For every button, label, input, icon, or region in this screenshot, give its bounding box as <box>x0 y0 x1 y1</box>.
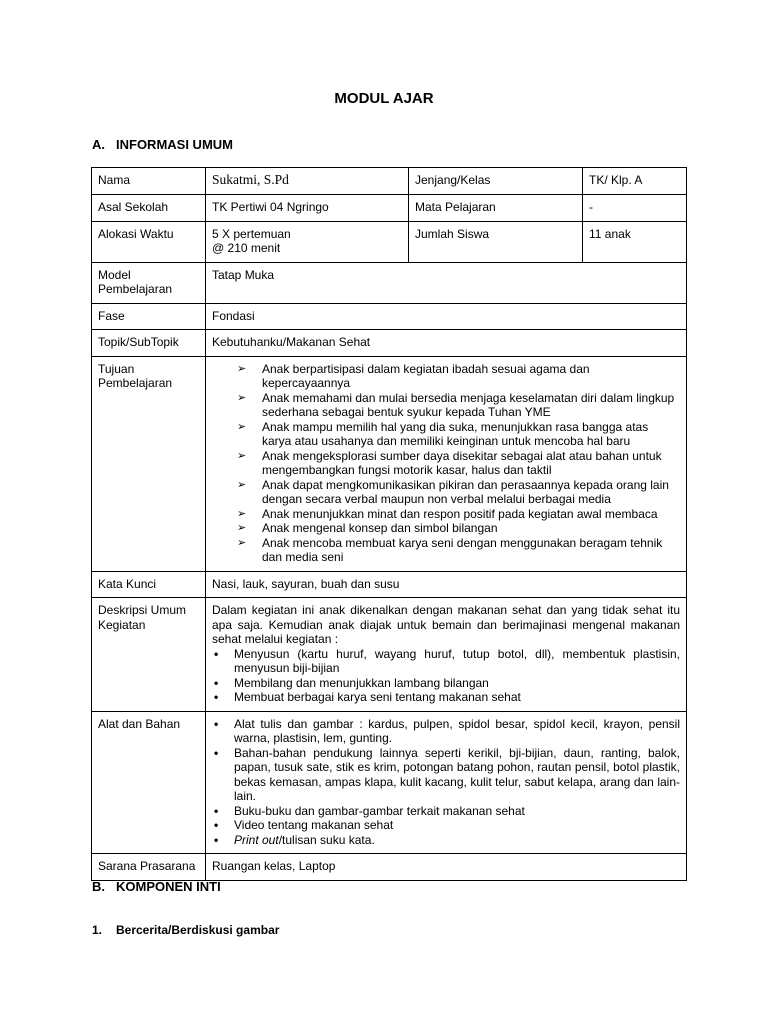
list-item: ➢ Anak mengenal konsep dan simbol bilangan <box>237 521 680 536</box>
model-value: Tatap Muka <box>206 262 687 303</box>
list-item: ➢ Anak mengeksplorasi sumber daya disekitar sebagai alat atau bahan untuk mengembangkan fungsi motorik kasar, halus dan taktil <box>237 449 680 478</box>
alat-bahan-list <box>212 717 680 848</box>
jenjang-label: Jenjang/Kelas <box>409 168 583 195</box>
alokasi-waktu-value <box>206 221 409 262</box>
mata-pelajaran-label: Mata Pelajaran <box>409 195 583 222</box>
table-row <box>92 571 687 598</box>
list-item: • Membilang dan menunjukkan lambang bilangan <box>212 676 680 691</box>
model-label-line-2: Pembelajaran <box>98 282 173 296</box>
table-row <box>92 221 687 262</box>
deskripsi-label-line-2: Kegiatan <box>98 617 146 632</box>
kata-kunci-label: Kata Kunci <box>92 571 206 598</box>
tujuan-label <box>92 356 206 571</box>
subsection-1-label: Bercerita/Berdiskusi gambar <box>116 923 280 937</box>
list-item: ➢ Anak memahami dan mulai bersedia menjaga keselamatan diri dalam lingkup sederhana sebagai bentuk syukur kepada Tuhan YME <box>237 391 680 420</box>
alokasi-waktu-label: Alokasi Waktu <box>92 221 206 262</box>
list-item: • Alat tulis dan gambar : kardus, pulpen, spidol besar, spidol kecil, krayon, pensil warna, plastisin, lem, gunting. <box>212 717 680 746</box>
list-item: ➢ Anak menunjukkan minat dan respon positif pada kegiatan awal membaca <box>237 507 680 522</box>
list-item: ➢ Anak berpartisipasi dalam kegiatan ibadah sesuai agama dan kepercayaannya <box>237 362 680 391</box>
alokasi-line-2: @ 210 menit <box>212 241 281 255</box>
tujuan-label-line-1: Tujuan <box>98 361 135 376</box>
topik-value: Kebutuhanku/Makanan Sehat <box>206 330 687 357</box>
list-item: • Bahan-bahan pendukung lainnya seperti kerikil, bji-bijian, daun, ranting, balok, papan, tusuk sate, stik es krim, potongan batang pohon, rautan pensil, botol plastik, bekas kemasan, ampas klapa, kulit kacang, kulit telur, sabut kelapa, arang dan lain-lain. <box>212 746 680 804</box>
model-label-line-1: Model <box>98 267 131 282</box>
list-item: ➢ Anak mencoba membuat karya seni dengan menggunakan beragam tehnik dan media seni <box>237 536 680 565</box>
asal-sekolah-label: Asal Sekolah <box>92 195 206 222</box>
sarana-value: Ruangan kelas, Laptop <box>206 854 687 881</box>
table-row <box>92 711 687 854</box>
section-a-number: A. <box>92 137 105 152</box>
print-out-rest: /tulisan suku kata. <box>278 832 375 847</box>
alat-bahan-value <box>206 711 687 854</box>
print-out-text: Print out <box>234 832 279 847</box>
asal-sekolah-value: TK Pertiwi 04 Ngringo <box>206 195 409 222</box>
subsection-1-heading <box>92 923 279 937</box>
table-row <box>92 262 687 303</box>
jumlah-siswa-value: 11 anak <box>583 221 687 262</box>
section-a-heading <box>92 137 233 152</box>
list-item: • Menyusun (kartu huruf, wayang huruf, tutup botol, dll), membentuk plastisin, menyusun biji-bijian <box>212 647 680 676</box>
section-b-label: KOMPONEN INTI <box>116 879 221 894</box>
list-item <box>212 833 680 848</box>
tujuan-list <box>212 362 680 565</box>
list-item: ➢ Anak mampu memilih hal yang dia suka, menunjukkan rasa bangga atas karya atau usahanya dan memiliki keinginan untuk mencoba hal baru <box>237 420 680 449</box>
model-label <box>92 262 206 303</box>
list-item: • Video tentang makanan sehat <box>212 818 680 833</box>
sarana-label: Sarana Prasarana <box>92 854 206 881</box>
info-table <box>91 167 687 881</box>
section-a-label: INFORMASI UMUM <box>116 137 233 152</box>
deskripsi-intro: Dalam kegiatan ini anak dikenalkan dengan makanan sehat dan yang tidak sehat itu apa saja. Kemudian anak diajak untuk bemain dan berimajinasi mengenal makanan sehat melalui kegiatan : <box>212 603 680 646</box>
table-row <box>92 330 687 357</box>
table-row <box>92 356 687 571</box>
fase-label: Fase <box>92 303 206 330</box>
tujuan-label-line-2: Pembelajaran <box>98 376 173 390</box>
nama-label: Nama <box>92 168 206 195</box>
kata-kunci-value: Nasi, lauk, sayuran, buah dan susu <box>206 571 687 598</box>
alokasi-line-1: 5 X pertemuan <box>212 226 291 241</box>
alat-bahan-label: Alat dan Bahan <box>92 711 206 854</box>
section-b-heading <box>92 879 221 894</box>
deskripsi-list <box>212 647 680 705</box>
table-row <box>92 168 687 195</box>
table-row <box>92 854 687 881</box>
table-row <box>92 303 687 330</box>
topik-label: Topik/SubTopik <box>92 330 206 357</box>
deskripsi-label <box>92 598 206 712</box>
jumlah-siswa-label: Jumlah Siswa <box>409 221 583 262</box>
deskripsi-value <box>206 598 687 712</box>
document-title: MODUL AJAR <box>334 90 434 107</box>
subsection-1-number: 1. <box>92 923 103 937</box>
mata-pelajaran-value: - <box>583 195 687 222</box>
deskripsi-label-line-1: Deskripsi Umum <box>98 603 187 617</box>
list-item: • Membuat berbagai karya seni tentang makanan sehat <box>212 690 680 705</box>
jenjang-value: TK/ Klp. A <box>583 168 687 195</box>
fase-value: Fondasi <box>206 303 687 330</box>
table-row <box>92 598 687 712</box>
tujuan-value <box>206 356 687 571</box>
section-b-number: B. <box>92 879 105 894</box>
table-row <box>92 195 687 222</box>
nama-value: Sukatmi, S.Pd <box>206 168 409 195</box>
list-item: • Buku-buku dan gambar-gambar terkait makanan sehat <box>212 804 680 819</box>
list-item: ➢ Anak dapat mengkomunikasikan pikiran dan perasaannya kepada orang lain dengan secara verbal maupun non verbal melalui berbagai media <box>237 478 680 507</box>
